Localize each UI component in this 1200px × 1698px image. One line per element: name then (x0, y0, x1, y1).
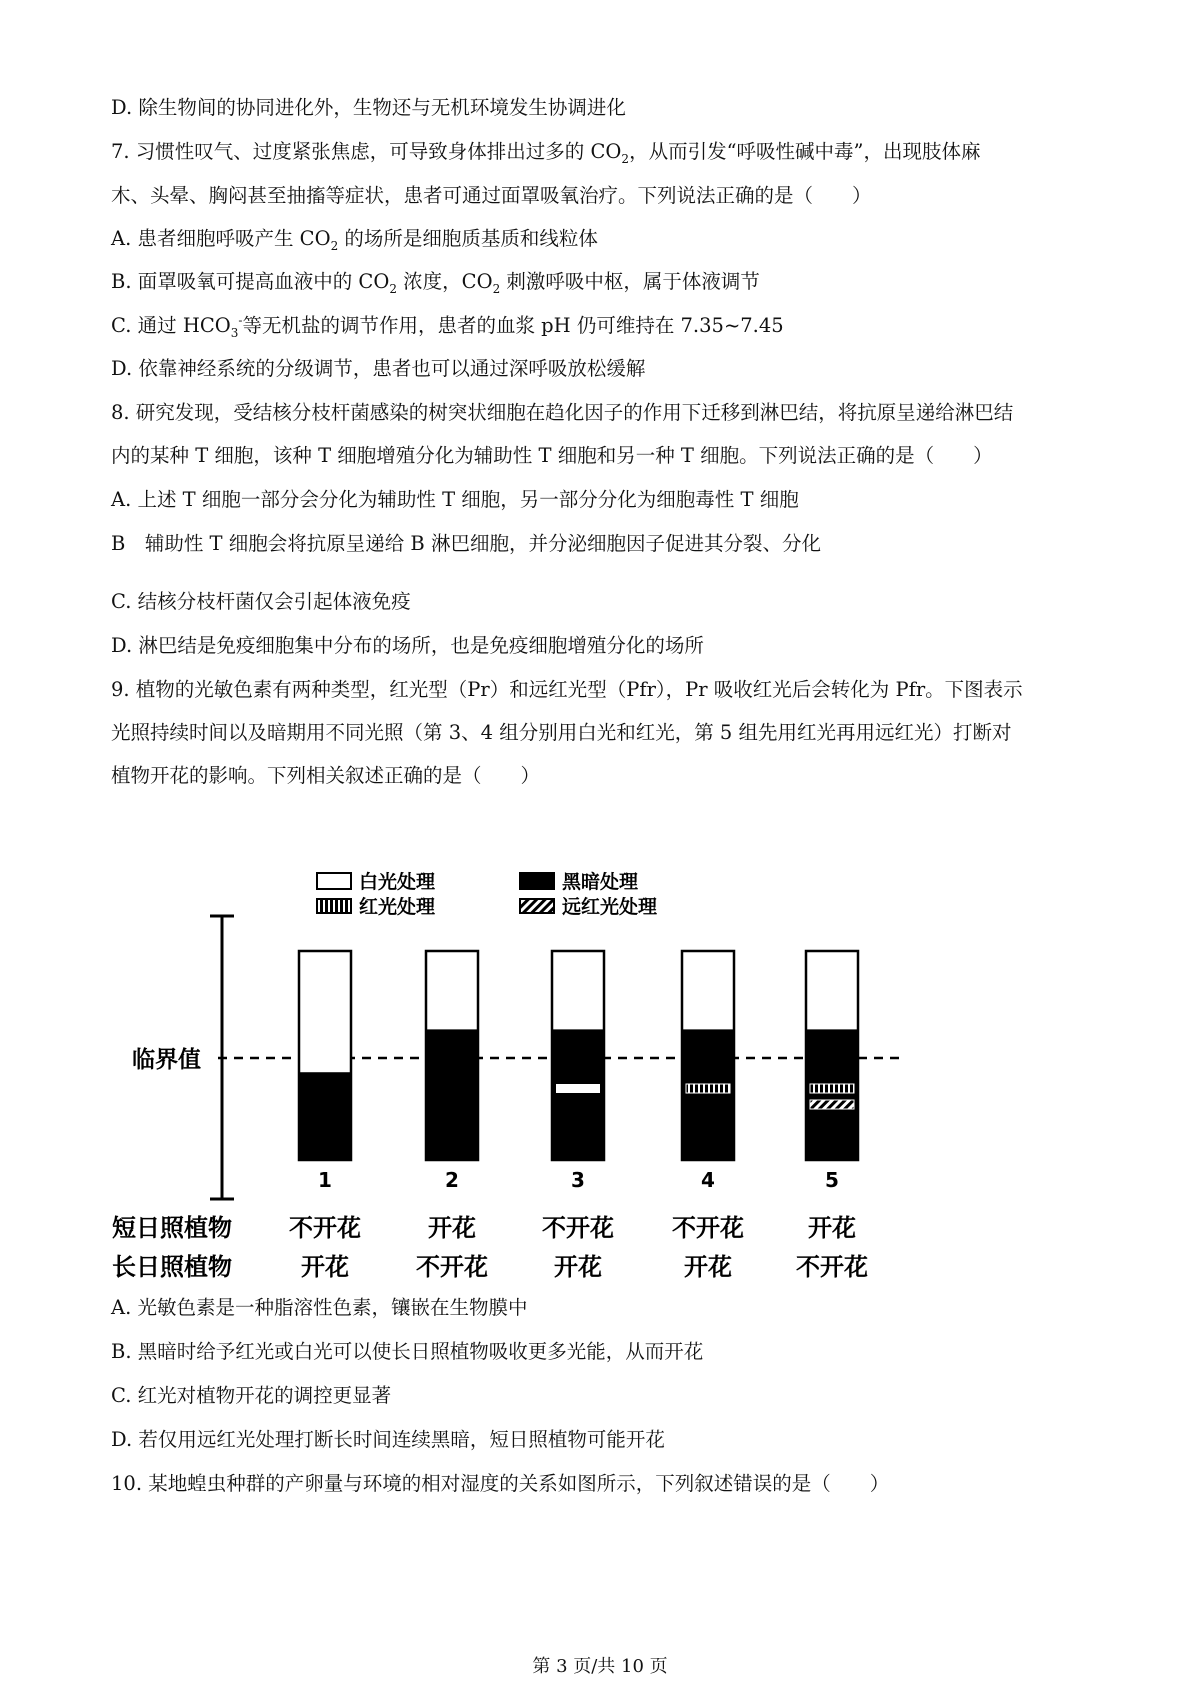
q10-stem: 10. 某地蝗虫种群的产卵量与环境的相对湿度的关系如图所示，下列叙述错误的是（ ） (111, 1472, 890, 1495)
short-day-result-4: 不开花 (672, 1214, 744, 1242)
short-day-result-1: 不开花 (289, 1214, 361, 1242)
q8-stem-line1: 8. 研究发现，受结核分枝杆菌感染的树突状细胞在趋化因子的作用下迁移到淋巴结，将抗原呈递给淋巴结 (111, 401, 1014, 424)
legend-label-red: 红光处理 (359, 896, 436, 918)
group-number-2: 2 (445, 1168, 459, 1192)
q8-option-d: D. 淋巴结是免疫细胞集中分布的场所，也是免疫细胞增殖分化的场所 (111, 634, 704, 657)
group-number-3: 3 (571, 1168, 585, 1192)
q7-option-b: B. 面罩吸氧可提高血液中的 $CO_2$ 浓度，$CO_2$ 刺激呼吸中枢，属于体液调节 (111, 270, 760, 296)
legend-swatch-red (317, 899, 351, 913)
legend-label-dark: 黑暗处理 (562, 871, 639, 893)
row-label-long-day: 长日照植物 (112, 1253, 232, 1281)
q7-stem-line1: 7. 习惯性叹气、过度紧张焦虑，可导致身体排出过多的 $CO_2$，从而引发“呼吸性碱中毒”，出现肢体麻 (111, 140, 981, 166)
legend-swatch-farred (520, 899, 554, 913)
q7-option-a: A. 患者细胞呼吸产生 $CO_2$ 的场所是细胞质基质和线粒体 (111, 227, 598, 253)
legend-label-farred: 远红光处理 (562, 896, 658, 918)
group-number-1: 1 (318, 1168, 332, 1192)
bar-light-4 (682, 951, 734, 1029)
long-day-result-5: 不开花 (796, 1253, 868, 1281)
bar-dark-4 (682, 1029, 734, 1160)
threshold-label: 临界值 (132, 1047, 201, 1073)
q6-option-d: D. 除生物间的协同进化外，生物还与无机环境发生协调进化 (111, 96, 626, 119)
bar-interrupt-red-5 (810, 1084, 854, 1093)
long-day-result-1: 开花 (301, 1253, 349, 1281)
bar-dark-5 (806, 1029, 858, 1160)
q9-stem-line1: 9. 植物的光敏色素有两种类型，红光型（Pr）和远红光型（Pfr），Pr 吸收红光后会转化为 Pfr。下图表示 (111, 678, 1023, 701)
q9-option-d: D. 若仅用远红光处理打断长时间连续黑暗，短日照植物可能开花 (111, 1428, 665, 1451)
q7-option-c: C. 通过 $HCO_3^-$等无机盐的调节作用，患者的血浆 pH 仍可维持在 7.35~7.45 (111, 313, 784, 340)
q8-option-c: C. 结核分枝杆菌仅会引起体液免疫 (111, 590, 411, 613)
bar-interrupt-farred-5 (810, 1100, 854, 1109)
q8-option-b: B 辅助性 T 细胞会将抗原呈递给 B 淋巴细胞，并分泌细胞因子促进其分裂、分化 (111, 532, 821, 555)
q9-stem-line2: 光照持续时间以及暗期用不同光照（第 3、4 组分别用白光和红光，第 5 组先用红光再用远红光）打断对 (111, 721, 1012, 744)
bar-light-1 (299, 951, 351, 1072)
legend-swatch-white (317, 873, 351, 889)
bar-dark-2 (426, 1029, 478, 1160)
legend-label-white: 白光处理 (359, 871, 436, 893)
q9-option-a: A. 光敏色素是一种脂溶性色素，镶嵌在生物膜中 (111, 1296, 528, 1319)
q7-option-d: D. 依靠神经系统的分级调节，患者也可以通过深呼吸放松缓解 (111, 357, 646, 380)
legend-swatch-dark (520, 873, 554, 889)
bar-dark-1 (299, 1072, 351, 1160)
long-day-result-4: 开花 (684, 1253, 732, 1281)
q9-option-b: B. 黑暗时给予红光或白光可以使长日照植物吸收更多光能，从而开花 (111, 1340, 704, 1363)
q9-stem-line3: 植物开花的影响。下列相关叙述正确的是（ ） (111, 764, 541, 787)
row-label-short-day: 短日照植物 (112, 1214, 232, 1242)
bar-interrupt-white-3 (556, 1084, 600, 1093)
bar-light-5 (806, 951, 858, 1029)
long-day-result-3: 开花 (554, 1253, 602, 1281)
group-number-4: 4 (701, 1168, 715, 1192)
bar-dark-3 (552, 1029, 604, 1160)
short-day-result-5: 开花 (808, 1214, 856, 1242)
group-number-5: 5 (825, 1168, 839, 1192)
bar-interrupt-red-4 (686, 1084, 730, 1093)
q9-option-c: C. 红光对植物开花的调控更显著 (111, 1384, 392, 1407)
short-day-result-3: 不开花 (542, 1214, 614, 1242)
q7-stem-line2: 木、头晕、胸闷甚至抽搐等症状，患者可通过面罩吸氧治疗。下列说法正确的是（ ） (111, 184, 872, 207)
long-day-result-2: 不开花 (416, 1253, 488, 1281)
bar-light-2 (426, 951, 478, 1029)
q8-option-a: A. 上述 T 细胞一部分会分化为辅助性 T 细胞，另一部分分化为细胞毒性 T 细胞 (111, 488, 799, 511)
short-day-result-2: 开花 (428, 1214, 476, 1242)
bar-light-3 (552, 951, 604, 1029)
q8-stem-line2: 内的某种 T 细胞，该种 T 细胞增殖分化为辅助性 T 细胞和另一种 T 细胞。下列说法正确的是（ ） (111, 444, 993, 467)
page-footer: 第 3 页/共 10 页 (532, 1656, 668, 1677)
